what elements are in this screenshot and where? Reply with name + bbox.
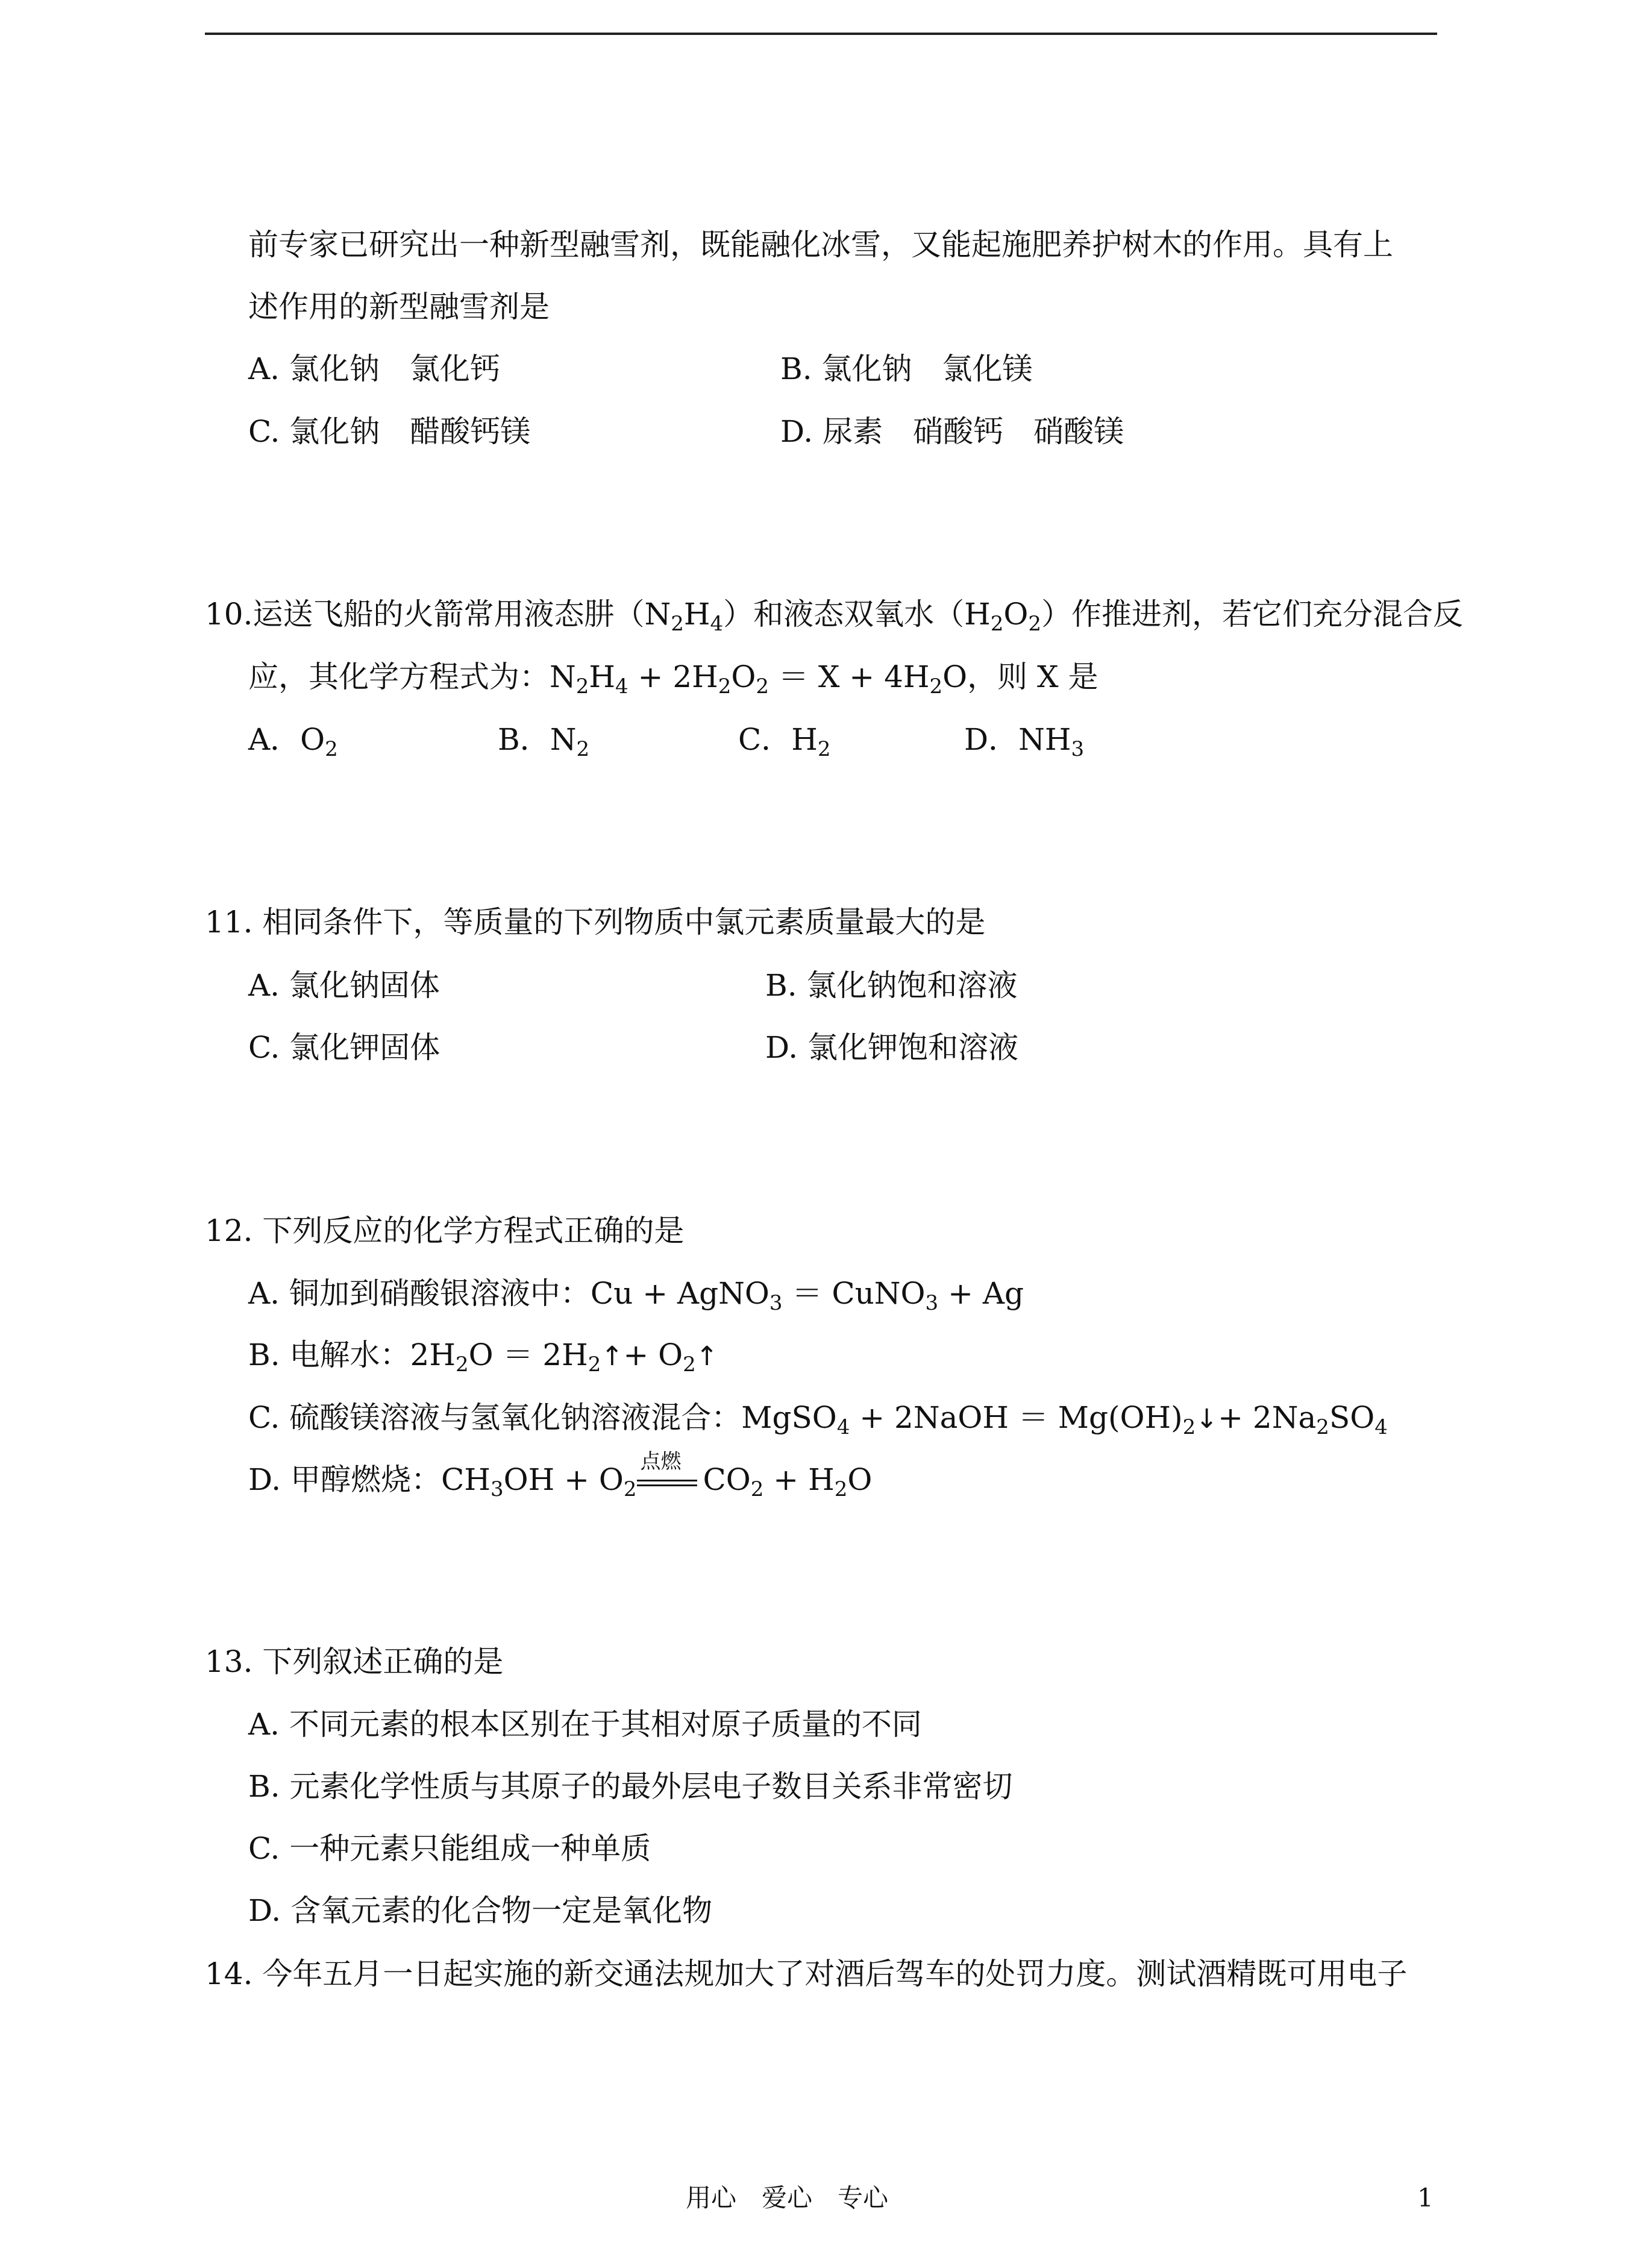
q12-option-b: B. 电解水：$2H_2O$ ＝ $2H_2↑+$ $O_2↑$ [248, 1337, 718, 1377]
page-number: 1 [1417, 2183, 1434, 2213]
q13-option-b: B. 元素化学性质与其原子的最外层电子数目关系非常密切 [248, 1769, 1013, 1804]
equals-bar-bottom [637, 1484, 697, 1486]
q13-option-c: C. 一种元素只能组成一种单质 [248, 1831, 651, 1866]
reaction-condition-label: 点燃 [640, 1450, 682, 1474]
up-arrow-icon: ↑ [695, 1341, 718, 1372]
q12-option-d: D. 甲醇燃烧：$CH_3OH + O_2$ 点燃 $CO_2 + H_2O$ [248, 1462, 872, 1498]
q11-stem: 11. 相同条件下，等质量的下列物质中氯元素质量最大的是 [205, 905, 986, 940]
reaction-condition [637, 1450, 703, 1498]
q14-stem: 14. 今年五月一日起实施的新交通法规加大了对酒后驾车的处罚力度。测试酒精既可用电子 [205, 1956, 1408, 1991]
q9-stem-line1: 前专家已研究出一种新型融雪剂，既能融化冰雪，又能起施肥养护树木的作用。具有上 [248, 227, 1393, 262]
q13-stem: 13. 下列叙述正确的是 [205, 1644, 504, 1679]
q10-option-d: D．$NH_3$ [964, 722, 1085, 761]
q9-stem-line2: 述作用的新型融雪剂是 [248, 289, 550, 324]
equals-bar-top [637, 1480, 697, 1481]
q12-option-a: A. 铜加到硝酸银溶液中：Cu + AgNO$_3$ ＝ CuNO$_3$ + Ag [248, 1276, 1024, 1315]
q9-option-c: C. 氯化钠 醋酸钙镁 [248, 414, 531, 449]
q10-number: 10. [205, 597, 253, 632]
q9-option-a: A. 氯化钠 氯化钙 [248, 351, 500, 386]
footer-motto: 用心 爱心 专心 [686, 2183, 889, 2213]
up-arrow-icon: ↑ [601, 1341, 624, 1372]
q10-option-b: B．$N_2$ [498, 722, 590, 761]
q13-option-d: D. 含氧元素的化合物一定是氧化物 [248, 1893, 713, 1928]
q9-option-b: B. 氯化钠 氯化镁 [780, 351, 1033, 386]
down-arrow-icon: ↓ [1196, 1404, 1218, 1434]
q9-option-d: D. 尿素 硝酸钙 硝酸镁 [780, 414, 1124, 449]
q10-option-a: A．$O_2$ [248, 722, 338, 761]
q12-option-c: C. 硫酸镁溶液与氢氧化钠溶液混合：MgSO$_4$ + 2NaOH ＝ $Mg(OH)_2↓+ 2Na_2SO_4$ [248, 1400, 1388, 1439]
q11-option-c: C. 氯化钾固体 [248, 1030, 440, 1065]
q13-option-a: A. 不同元素的根本区别在于其相对原子质量的不同 [248, 1707, 922, 1742]
q10-stem-line2: 应，其化学方程式为：$N_2H_4 + 2H_2O_2 = X + 4H_2O$，则 X 是 [248, 659, 1099, 699]
q11-option-d: D. 氯化钾饱和溶液 [765, 1030, 1019, 1065]
q11-option-a: A. 氯化钠固体 [248, 968, 440, 1003]
q10-stem-line1: 10.运送飞船的火箭常用液态肼$(N_2H_4)$和液态双氧水$(H_2O_2)$作推进剂，若它们充分混合反 [205, 597, 1464, 636]
q11-option-b: B. 氯化钠饱和溶液 [765, 968, 1018, 1003]
header-rule [205, 33, 1437, 35]
q10-option-c: C．$H_2$ [738, 722, 831, 761]
q12-stem: 12. 下列反应的化学方程式正确的是 [205, 1213, 685, 1248]
